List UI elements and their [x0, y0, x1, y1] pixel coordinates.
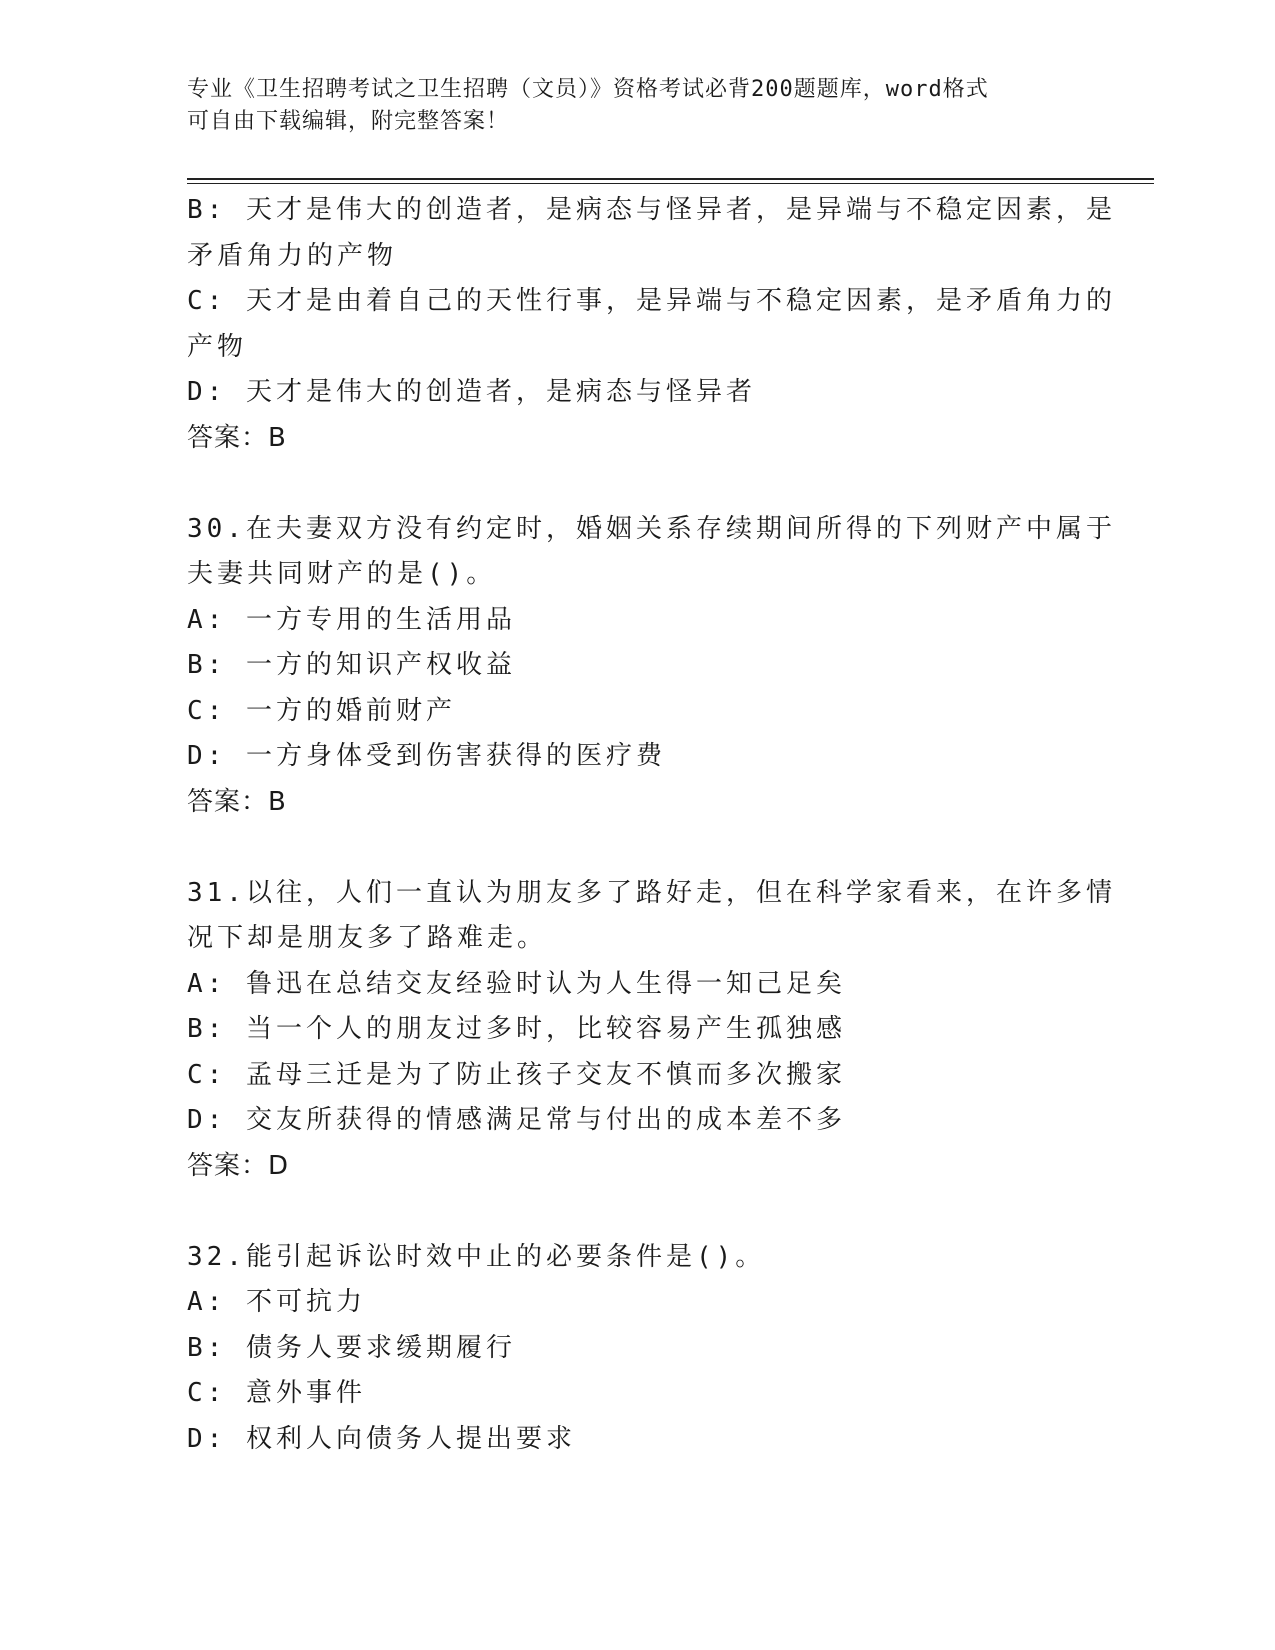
- question-list: [187, 188, 1116, 1462]
- q30-option-b: B: 一方的知识产权收益: [187, 650, 516, 680]
- q31-option-b: B: 当一个人的朋友过多时，比较容易产生孤独感: [187, 1014, 846, 1044]
- q29-answer: 答案：B: [187, 422, 287, 453]
- header-rule-thick: [187, 178, 1154, 180]
- q32-option-d: D: 权利人向债务人提出要求: [187, 1423, 576, 1454]
- q32-option-c: C: 意外事件: [187, 1378, 366, 1408]
- q29-option-b-line-2: 矛盾角力的产物: [187, 240, 398, 271]
- q30-stem-line-1: 30.在夫妻双方没有约定时，婚姻关系存续期间所得的下列财产中属于: [187, 513, 1116, 544]
- header-line-2: 可自由下载编辑，附完整答案！: [187, 109, 510, 134]
- q32-option-a: A: 不可抗力: [187, 1287, 366, 1317]
- q30-option-d: D: 一方身体受到伤害获得的医疗费: [187, 741, 666, 771]
- question-30: [187, 507, 1116, 826]
- q31-stem-line-1: 31.以往，人们一直认为朋友多了路好走，但在科学家看来，在许多情: [187, 877, 1116, 908]
- header-line-1: 专业《卫生招聘考试之卫生招聘（文员）》资格考试必背200题题库，word格式: [187, 77, 989, 102]
- spacer: [187, 825, 1087, 871]
- q31-option-a: A: 鲁迅在总结交友经验时认为人生得一知己足矣: [187, 968, 846, 999]
- q31-option-c: C: 孟母三迁是为了防止孩子交友不慎而多次搬家: [187, 1059, 846, 1090]
- q31-option-d: D: 交友所获得的情感满足常与付出的成本差不多: [187, 1105, 846, 1135]
- q30-answer: 答案：B: [187, 786, 287, 817]
- q31-stem-line-2: 况下却是朋友多了路难走。: [187, 923, 548, 953]
- q32-option-b: B: 债务人要求缓期履行: [187, 1332, 516, 1363]
- q30-option-a: A: 一方专用的生活用品: [187, 604, 516, 635]
- q32-stem: 32.能引起诉讼时效中止的必要条件是()。: [187, 1241, 766, 1272]
- spacer: [187, 1189, 1087, 1235]
- q30-stem-line-2: 夫妻共同财产的是()。: [187, 559, 497, 589]
- header-rule-thin: [187, 183, 1154, 184]
- q30-option-c: C: 一方的婚前财产: [187, 695, 456, 726]
- document-header: [187, 74, 1087, 138]
- q31-answer: 答案：D: [187, 1150, 290, 1181]
- question-29: [187, 188, 1116, 461]
- q29-option-b-line-1: B: 天才是伟大的创造者，是病态与怪异者，是异端与不稳定因素，是: [187, 195, 1116, 225]
- spacer: [187, 461, 1087, 507]
- q29-option-d: D: 天才是伟大的创造者，是病态与怪异者: [187, 377, 756, 407]
- question-32: [187, 1235, 1087, 1463]
- q29-option-c-line-1: C: 天才是由着自己的天性行事，是异端与不稳定因素，是矛盾角力的: [187, 286, 1116, 316]
- q29-option-c-line-2: 产物: [187, 331, 248, 362]
- question-31: [187, 871, 1116, 1190]
